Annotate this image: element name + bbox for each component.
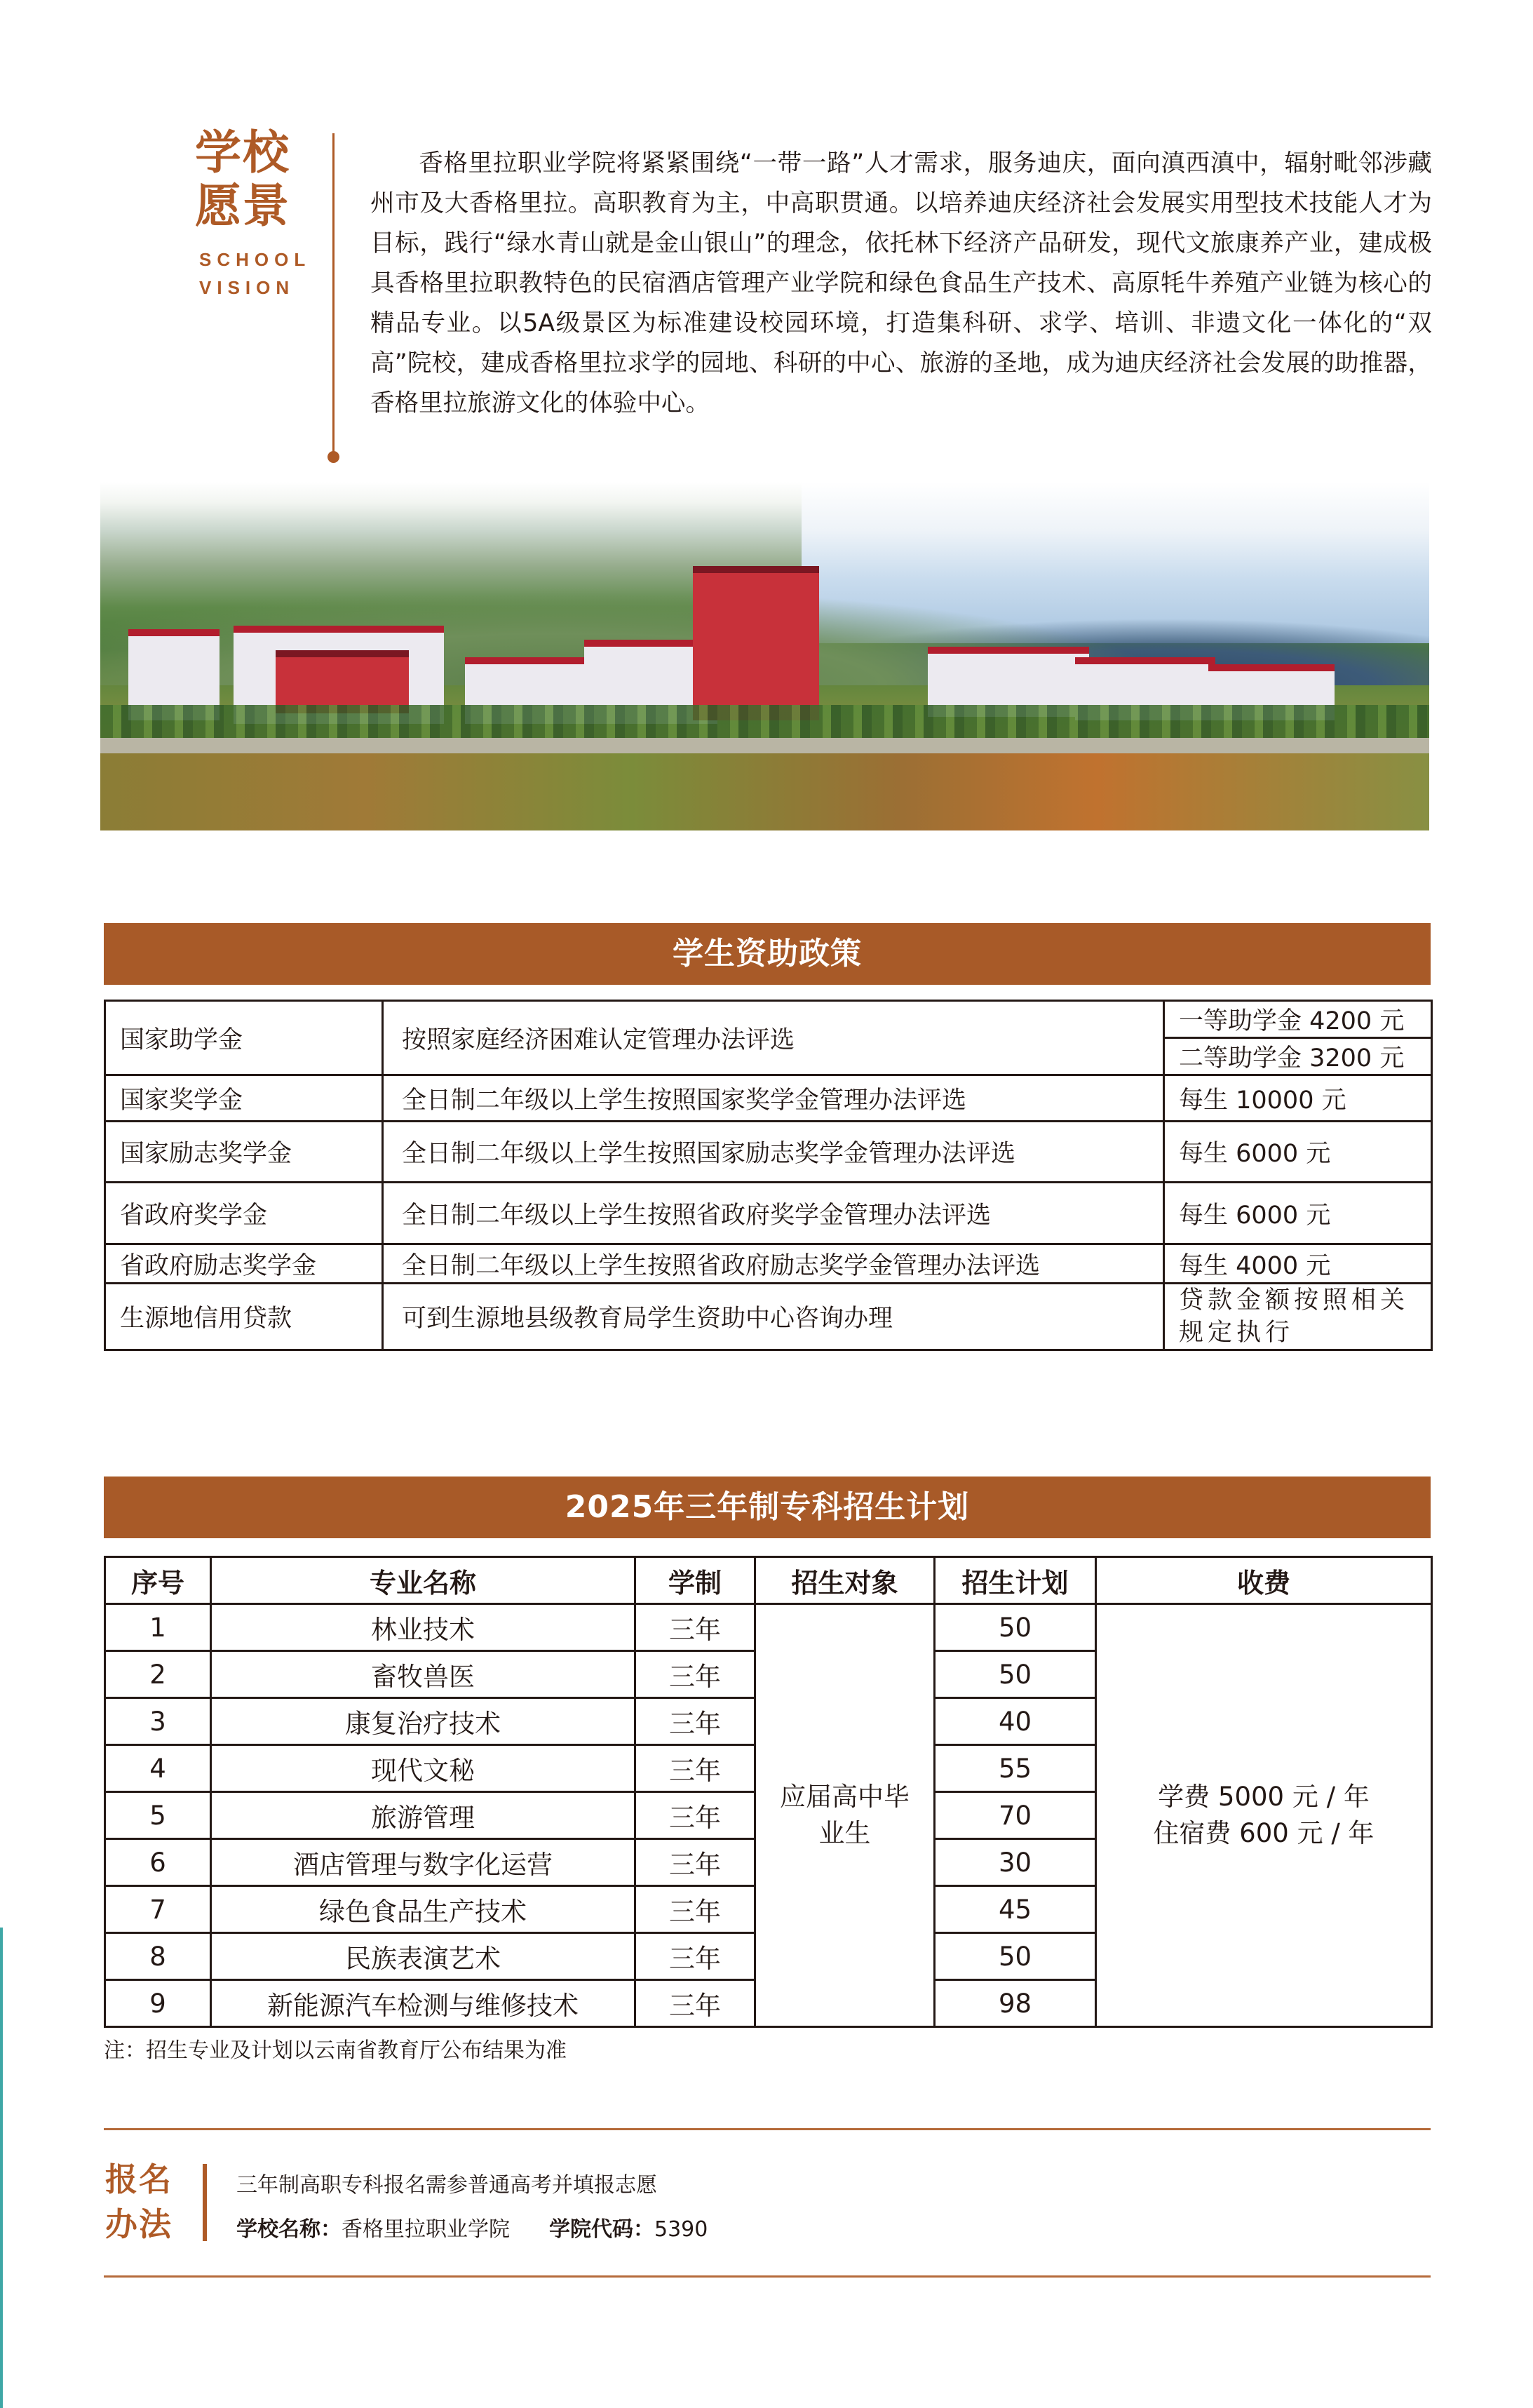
row-no: 4 bbox=[105, 1745, 211, 1792]
enrollment-target: 应届高中毕业生 bbox=[755, 1604, 935, 2027]
aid-row bbox=[105, 1122, 1432, 1183]
row-plan: 55 bbox=[935, 1745, 1096, 1792]
row-major: 酒店管理与数字化运营 bbox=[211, 1839, 635, 1886]
registration-title-line2: 办法 bbox=[105, 2205, 173, 2243]
header-major: 专业名称 bbox=[211, 1557, 635, 1604]
row-major: 绿色食品生产技术 bbox=[211, 1886, 635, 1933]
school-code-value: 5390 bbox=[654, 2217, 708, 2242]
aid-criteria: 全日制二年级以上学生按照省政府励志奖学金管理办法评选 bbox=[383, 1244, 1164, 1284]
row-duration: 三年 bbox=[635, 1839, 755, 1886]
registration-school-info bbox=[236, 2212, 708, 2242]
enrollment-plan-table bbox=[104, 1556, 1433, 2028]
school-name-value: 香格里拉职业学院 bbox=[342, 2217, 510, 2242]
row-plan: 50 bbox=[935, 1651, 1096, 1698]
row-plan: 30 bbox=[935, 1839, 1096, 1886]
aid-policy-banner: 学生资助政策 bbox=[104, 923, 1431, 985]
aid-amount: 每生 6000 元 bbox=[1164, 1183, 1432, 1244]
row-no: 9 bbox=[105, 1980, 211, 2027]
aid-row bbox=[105, 1244, 1432, 1284]
row-plan: 40 bbox=[935, 1698, 1096, 1745]
vision-en-line2: VISION bbox=[199, 277, 295, 298]
registration-instruction: 三年制高职专科报名需参普通高考并填报志愿 bbox=[236, 2173, 657, 2198]
school-name-label: 学校名称： bbox=[236, 2217, 342, 2242]
row-duration: 三年 bbox=[635, 1886, 755, 1933]
aid-criteria: 全日制二年级以上学生按照国家奖学金管理办法评选 bbox=[383, 1075, 1164, 1122]
row-no: 2 bbox=[105, 1651, 211, 1698]
aid-amount: 每生 10000 元 bbox=[1164, 1075, 1432, 1122]
aid-criteria: 可到生源地县级教育局学生资助中心咨询办理 bbox=[383, 1284, 1164, 1350]
vision-en-line1: SCHOOL bbox=[199, 249, 311, 270]
row-major: 新能源汽车检测与维修技术 bbox=[211, 1980, 635, 2027]
row-plan: 98 bbox=[935, 1980, 1096, 2027]
aid-amount: 贷款金额按照相关规定执行 bbox=[1164, 1284, 1432, 1350]
fee-tuition: 学费 5000 元 / 年 bbox=[1158, 1782, 1370, 1812]
aid-row bbox=[105, 1075, 1432, 1122]
row-major: 畜牧兽医 bbox=[211, 1651, 635, 1698]
enrollment-plan-banner: 2025年三年制专科招生计划 bbox=[104, 1477, 1431, 1538]
header-target: 招生对象 bbox=[755, 1557, 935, 1604]
vision-divider-dot bbox=[327, 451, 339, 463]
row-duration: 三年 bbox=[635, 1745, 755, 1792]
registration-title bbox=[105, 2157, 173, 2247]
row-duration: 三年 bbox=[635, 1604, 755, 1651]
row-plan: 50 bbox=[935, 1604, 1096, 1651]
row-duration: 三年 bbox=[635, 1698, 755, 1745]
registration-divider-bar bbox=[203, 2164, 207, 2241]
aid-row bbox=[105, 1001, 1432, 1038]
row-no: 6 bbox=[105, 1839, 211, 1886]
vision-title-line2: 愿景 bbox=[195, 179, 290, 233]
row-no: 7 bbox=[105, 1886, 211, 1933]
photo-road bbox=[100, 738, 1429, 753]
vision-title bbox=[195, 126, 321, 233]
aid-policy-table bbox=[104, 1000, 1433, 1351]
aid-name: 国家励志奖学金 bbox=[105, 1122, 383, 1183]
row-plan: 50 bbox=[935, 1933, 1096, 1980]
row-major: 民族表演艺术 bbox=[211, 1933, 635, 1980]
aid-row bbox=[105, 1284, 1432, 1350]
header-no: 序号 bbox=[105, 1557, 211, 1604]
aid-amount: 每生 4000 元 bbox=[1164, 1244, 1432, 1284]
aid-amount: 一等助学金 4200 元 bbox=[1164, 1001, 1432, 1038]
registration-title-line1: 报名 bbox=[105, 2160, 173, 2198]
aid-name: 省政府奖学金 bbox=[105, 1183, 383, 1244]
aid-name: 国家助学金 bbox=[105, 1001, 383, 1075]
school-code-label: 学院代码： bbox=[549, 2217, 654, 2242]
vision-title-line1: 学校 bbox=[195, 126, 290, 180]
row-plan: 45 bbox=[935, 1886, 1096, 1933]
registration-top-rule bbox=[104, 2128, 1431, 2130]
enrollment-header-row bbox=[105, 1557, 1432, 1604]
aid-criteria: 全日制二年级以上学生按照国家励志奖学金管理办法评选 bbox=[383, 1122, 1164, 1183]
aid-name: 生源地信用贷款 bbox=[105, 1284, 383, 1350]
page-edge-line bbox=[0, 1928, 3, 2408]
row-no: 1 bbox=[105, 1604, 211, 1651]
vision-title-english bbox=[199, 245, 311, 302]
vision-divider-line bbox=[332, 133, 335, 456]
enrollment-note: 注：招生专业及计划以云南省教育厅公布结果为准 bbox=[104, 2038, 567, 2063]
aid-name: 国家奖学金 bbox=[105, 1075, 383, 1122]
vision-paragraph: 香格里拉职业学院将紧紧围绕“一带一路”人才需求，服务迪庆，面向滇西滇中，辐射毗邻涉藏州市及大香格里拉。高职教育为主，中高职贯通。以培养迪庆经济社会发展实用型技术技能人才为目标，践行“绿水青山就是金山银山”的理念，依托林下经济产品研发，现代文旅康养产业，建成极具香格里拉职教特色的民宿酒店管理产业学院和绿色食品生产技术、高原牦牛养殖产业链为核心的精品专业。以5A级景区为标准建设校园环境，打造集科研、求学、培训、非遗文化一体化的“双高”院校，建成香格里拉求学的园地、科研的中心、旅游的圣地，成为迪庆经济社会发展的助推器，香格里拉旅游文化的体验中心。 bbox=[370, 149, 1432, 417]
row-major: 康复治疗技术 bbox=[211, 1698, 635, 1745]
row-major: 林业技术 bbox=[211, 1604, 635, 1651]
registration-bottom-rule bbox=[104, 2275, 1431, 2278]
row-duration: 三年 bbox=[635, 1980, 755, 2027]
row-duration: 三年 bbox=[635, 1933, 755, 1980]
photo-trees bbox=[100, 705, 1429, 740]
row-no: 5 bbox=[105, 1792, 211, 1839]
row-duration: 三年 bbox=[635, 1792, 755, 1839]
photo-meadow bbox=[100, 753, 1429, 830]
photo-building bbox=[276, 650, 409, 713]
enrollment-row bbox=[105, 1604, 1432, 1651]
header-plan: 招生计划 bbox=[935, 1557, 1096, 1604]
fee-dorm: 住宿费 600 元 / 年 bbox=[1153, 1818, 1375, 1848]
aid-criteria: 全日制二年级以上学生按照省政府奖学金管理办法评选 bbox=[383, 1183, 1164, 1244]
header-duration: 学制 bbox=[635, 1557, 755, 1604]
header-fee: 收费 bbox=[1096, 1557, 1432, 1604]
photo-tower-building bbox=[693, 566, 819, 720]
row-major: 现代文秘 bbox=[211, 1745, 635, 1792]
enrollment-fee bbox=[1096, 1604, 1432, 2027]
aid-amount: 每生 6000 元 bbox=[1164, 1122, 1432, 1183]
aid-criteria: 按照家庭经济困难认定管理办法评选 bbox=[383, 1001, 1164, 1075]
row-no: 3 bbox=[105, 1698, 211, 1745]
aid-amount: 二等助学金 3200 元 bbox=[1164, 1038, 1432, 1075]
row-plan: 70 bbox=[935, 1792, 1096, 1839]
campus-photo bbox=[100, 482, 1429, 830]
row-duration: 三年 bbox=[635, 1651, 755, 1698]
row-no: 8 bbox=[105, 1933, 211, 1980]
aid-row bbox=[105, 1183, 1432, 1244]
aid-name: 省政府励志奖学金 bbox=[105, 1244, 383, 1284]
row-major: 旅游管理 bbox=[211, 1792, 635, 1839]
